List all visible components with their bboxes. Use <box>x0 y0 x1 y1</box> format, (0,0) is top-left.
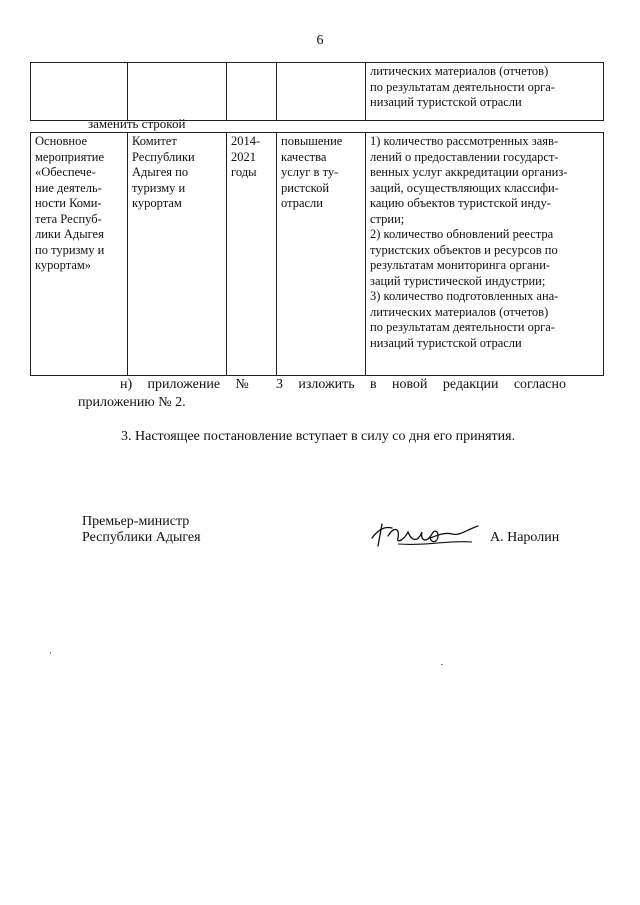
table-cell-event <box>31 133 128 376</box>
cell-line: услуг в ту- <box>281 165 339 179</box>
paragraph-3: 3. Настоящее постановление вступает в силу со дня его принятия. <box>121 429 516 444</box>
cell-line: туризму и <box>132 180 186 195</box>
cell-line: Республики <box>132 149 195 164</box>
paragraph-n <box>78 376 566 412</box>
signatory-title-line: Премьер-министр <box>82 514 190 529</box>
cell-line: Основное <box>35 134 88 148</box>
paragraph-line: приложению № 2. <box>78 395 186 410</box>
table-row <box>31 133 604 376</box>
table-cell <box>128 63 227 121</box>
cell-line: курортам <box>132 196 182 210</box>
cell-line: повышение <box>281 134 343 148</box>
cell-line: стрии; <box>370 211 405 226</box>
signatory-name: А. Наролин <box>490 530 560 545</box>
cell-line: по результатам деятельности орга- <box>370 79 555 94</box>
signatory-title <box>82 514 201 546</box>
cell-line: низаций туристской отрасли <box>370 335 522 350</box>
cell-line: 1) количество рассмотренных заяв- <box>370 134 559 148</box>
cell-line: Комитет <box>132 134 177 148</box>
cell-line: годы <box>231 165 257 179</box>
cell-line: качества <box>281 149 327 164</box>
cell-line: ности Коми- <box>35 196 102 210</box>
table-new-row <box>30 132 604 376</box>
cell-line: заций, осуществляющих классифи- <box>370 180 559 195</box>
signatory-title-line: Республики Адыгея <box>82 530 201 545</box>
cell-line: Адыгея по <box>132 165 189 179</box>
cell-line: венных услуг аккредитации организ- <box>370 165 568 179</box>
table-cell <box>227 63 277 121</box>
cell-line: «Обеспече- <box>35 165 96 179</box>
handwritten-signature <box>368 516 488 552</box>
page-number: 6 <box>316 33 324 48</box>
scan-speck <box>50 652 51 654</box>
cell-line: 3) количество подготовленных ана- <box>370 289 559 303</box>
table-cell-indicators <box>366 133 604 376</box>
table-row <box>31 63 604 121</box>
table-cell-executor <box>128 133 227 376</box>
cell-line: по туризму и <box>35 242 105 257</box>
cell-line: туристских объектов и ресурсов по <box>370 242 558 257</box>
cell-line: заций туристической индустрии; <box>370 273 546 288</box>
cell-line: литических материалов (отчетов) <box>370 304 549 319</box>
cell-line: по результатам деятельности орга- <box>370 320 555 334</box>
cell-line: результатам мониторинга органи- <box>370 258 551 272</box>
cell-line: отрасли <box>281 196 323 210</box>
cell-line: курортам» <box>35 258 92 272</box>
cell-line: тета Респуб- <box>35 211 102 226</box>
cell-line: 2) количество обновлений реестра <box>370 227 554 241</box>
scan-speck <box>441 664 443 665</box>
cell-line: 2014- <box>231 134 261 148</box>
cell-line: 2021 <box>231 149 256 164</box>
replace-label: заменить строкой <box>88 116 186 131</box>
cell-line: кацию объектов туристской инду- <box>370 196 551 210</box>
cell-line: низаций туристской отрасли <box>370 95 522 109</box>
cell-line: лений о предоставлении государст- <box>370 149 559 164</box>
table-cell <box>31 63 128 121</box>
cell-line: лики Адыгея <box>35 227 104 241</box>
table-cell-period <box>227 133 277 376</box>
cell-line: литических материалов (отчетов) <box>370 64 549 78</box>
table-cell-indicators <box>366 63 604 121</box>
paragraph-line: н) приложение № 3 изложить в новой редакции согласно <box>120 377 566 392</box>
cell-line: мероприятие <box>35 149 105 164</box>
cell-line: ристской <box>281 180 330 195</box>
cell-line: ние деятель- <box>35 180 102 195</box>
table-cell-result <box>277 133 366 376</box>
table-continued-row <box>30 62 604 121</box>
table-cell <box>277 63 366 121</box>
